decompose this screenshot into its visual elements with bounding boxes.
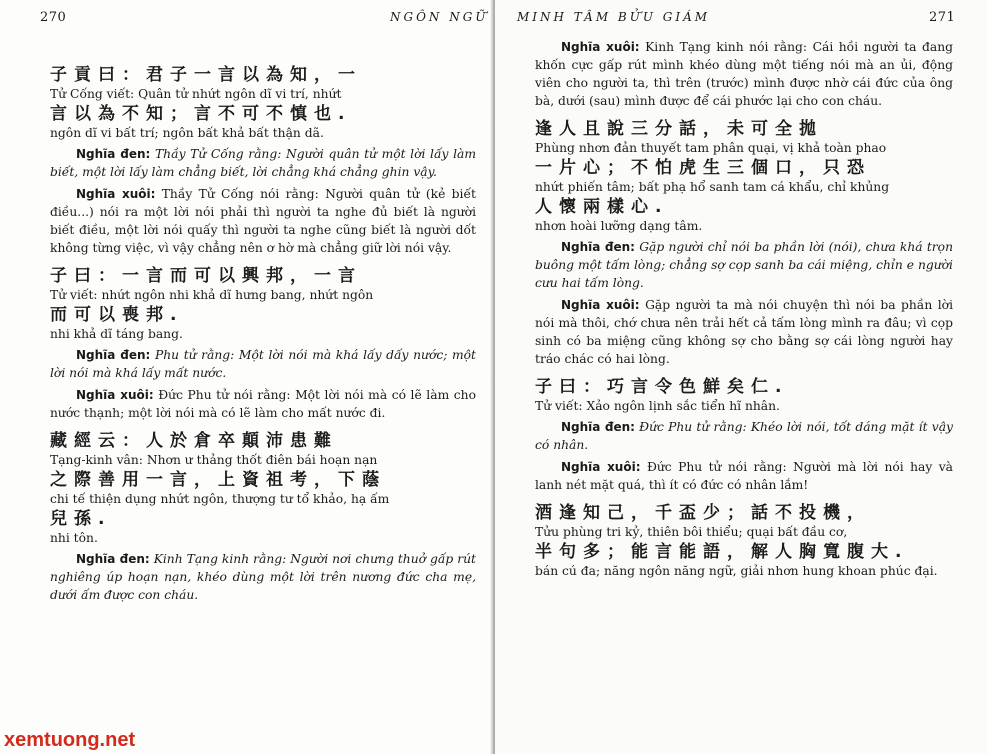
literal-meaning-paragraph <box>50 145 476 181</box>
transliteration-line: nhơn hoài lưỡng dạng tâm. <box>535 219 703 233</box>
free-meaning-paragraph <box>535 38 953 110</box>
chinese-text-line: 而可以喪邦. <box>50 305 184 325</box>
free-meaning-paragraph <box>535 296 953 368</box>
left-page <box>0 0 493 754</box>
chinese-text-line: 藏經云：人於倉卒顛沛患難 <box>50 431 338 451</box>
meaning-label: Nghĩa đen: <box>76 348 151 362</box>
meaning-label: Nghĩa xuôi: <box>561 460 641 474</box>
chinese-text-line: 人懷兩樣心. <box>535 197 669 217</box>
right-running-head: MINH TÂM BỬU GIÁM <box>517 10 711 24</box>
meaning-text: Thầy Tử Cống nói rằng: Người quân tử (kẻ biết điều...) nói ra một lời nói phải thì người ta nghe đủ biết là người biết điều, một lời nói quấy thì người ta nghe cũng biết là người dốt không từng việc, vì vậy chẳng nên ơ hờ mà chẳng giữ lời nói vậy. <box>50 187 476 255</box>
meaning-label: Nghĩa xuôi: <box>76 388 154 402</box>
literal-meaning-paragraph <box>535 238 953 292</box>
transliteration-line: Tửu phùng tri kỷ, thiên bôi thiểu; quại bất đầu cơ, <box>535 525 848 539</box>
free-meaning-paragraph <box>535 458 953 494</box>
chinese-text-line: 子曰：一言而可以興邦，一言 <box>50 266 362 286</box>
chinese-text-line: 子貢曰：君子一言以為知，一 <box>50 65 362 85</box>
meaning-label: Nghĩa xuôi: <box>561 40 640 54</box>
meaning-text: Phu tử rằng: Một lời nói mà khá lấy dấy nước; một lời nói mà khá lấy mất nước. <box>50 348 476 380</box>
transliteration-line: nhứt phiến tâm; bất phạ hổ sanh tam cá khẩu, chỉ khủng <box>535 180 890 194</box>
transliteration-line: Tử viết: Xảo ngôn lịnh sắc tiển hĩ nhân. <box>535 399 780 413</box>
chinese-text-line: 之際善用一言，上資祖考，下蔭 <box>50 470 386 490</box>
chinese-text-line: 半句多；能言能語，解人胸寬腹大. <box>535 542 909 562</box>
meaning-label: Nghĩa xuôi: <box>76 187 156 201</box>
transliteration-line: ngôn dĩ vi bất trí; ngôn bất khả bất thận dã. <box>50 126 324 140</box>
meaning-label: Nghĩa đen: <box>76 147 151 161</box>
transliteration-line: bán cú đa; năng ngôn năng ngữ, giải nhơn hung khoan phúc đại. <box>535 564 938 578</box>
meaning-text: Gặp người ta mà nói chuyện thì nói ba phần lời nói mà thôi, chớ chưa nên trải hết cả tấm lòng mình ra đâu; vì cọp sinh có ba miệng cũng không sợ cho bằng sợ cái lòng người hay tráo chác có hai lòng. <box>535 298 953 366</box>
meaning-text: Thầy Tử Cống rằng: Người quân tử một lời lấy làm biết, một lời lấy làm chẳng biết, lời chẳng khá chẳng ghin vậy. <box>50 147 476 179</box>
literal-meaning-paragraph <box>50 346 476 382</box>
free-meaning-paragraph <box>50 386 476 422</box>
transliteration-line: nhi khả dĩ táng bang. <box>50 327 183 341</box>
transliteration-line: Tử viết: nhứt ngôn nhi khả dĩ hưng bang, nhứt ngôn <box>50 288 374 302</box>
transliteration-line: Tạng-kinh vân: Nhơn ư thảng thốt điên bái hoạn nạn <box>50 453 378 467</box>
transliteration-line: Tử Cống viết: Quân tử nhứt ngôn dĩ vi trí, nhứt <box>50 87 342 101</box>
right-page-content <box>535 34 953 580</box>
chinese-text-line: 逢人且說三分話，未可全拋 <box>535 119 823 139</box>
chinese-text-line: 兒孫. <box>50 509 112 529</box>
free-meaning-paragraph <box>50 185 476 257</box>
meaning-text: Đức Phu tử rằng: Khéo lời nói, tốt dáng mặt ít vậy có nhân. <box>535 420 953 452</box>
left-page-number: 270 <box>40 10 67 25</box>
literal-meaning-paragraph <box>535 418 953 454</box>
left-running-head: NGÔN NGỮ <box>390 10 489 24</box>
literal-meaning-paragraph <box>50 550 476 604</box>
chinese-text-line: 子曰：巧言令色鮮矣仁. <box>535 377 789 397</box>
left-page-content <box>50 34 476 604</box>
meaning-text: Đức Phu tử nói rằng: Người mà lời nói hay và lanh nét mặt quá, thì ít có đức có nhân lắm! <box>535 460 953 492</box>
chinese-text-line: 酒逢知己，千盃少；話不投機， <box>535 503 871 523</box>
meaning-text: Kinh Tạng kinh nói rằng: Cái hồi người ta đang khốn cực gấp rút mình khéo dùng một tiếng nói mà an ủi, động viên cho người ta, thì trên (trước) mình được nhờ cái đức của ông bà, dưới (sau) mình được để cái phước lại cho con cháu. <box>535 40 953 108</box>
meaning-text: Gặp người chỉ nói ba phần lời (nói), chưa khá trọn buông một tấm lòng; chẳng sợ cọp sanh ba cái miệng, chỉn e người cưu hai tấm lòng. <box>535 240 953 290</box>
transliteration-line: chi tế thiện dụng nhứt ngôn, thượng tư tổ khảo, hạ ấm <box>50 492 390 506</box>
chinese-text-line: 言以為不知；言不可不慎也. <box>50 104 352 124</box>
right-page <box>495 0 987 754</box>
site-watermark: xemtuong.net <box>4 729 136 751</box>
meaning-label: Nghĩa đen: <box>76 552 150 566</box>
meaning-text: Kinh Tạng kinh rằng: Người nơi chưng thuở gấp rút nghiêng úp hoạn nạn, khéo dùng một lời trên nương đức cha mẹ, dưới ấm được con cháu. <box>50 552 476 602</box>
meaning-label: Nghĩa đen: <box>561 240 635 254</box>
meaning-label: Nghĩa đen: <box>561 420 635 434</box>
chinese-text-line: 一片心；不怕虎生三個口，只恐 <box>535 158 871 178</box>
transliteration-line: nhi tôn. <box>50 531 98 545</box>
right-page-number: 271 <box>929 10 956 25</box>
meaning-text: Đức Phu tử nói rằng: Một lời nói mà có lẽ làm cho nước thạnh; một lời nói mà có lẽ làm cho mất nước đi. <box>50 388 476 420</box>
transliteration-line: Phùng nhơn đản thuyết tam phân quại, vị khả toàn phao <box>535 141 887 155</box>
meaning-label: Nghĩa xuôi: <box>561 298 640 312</box>
